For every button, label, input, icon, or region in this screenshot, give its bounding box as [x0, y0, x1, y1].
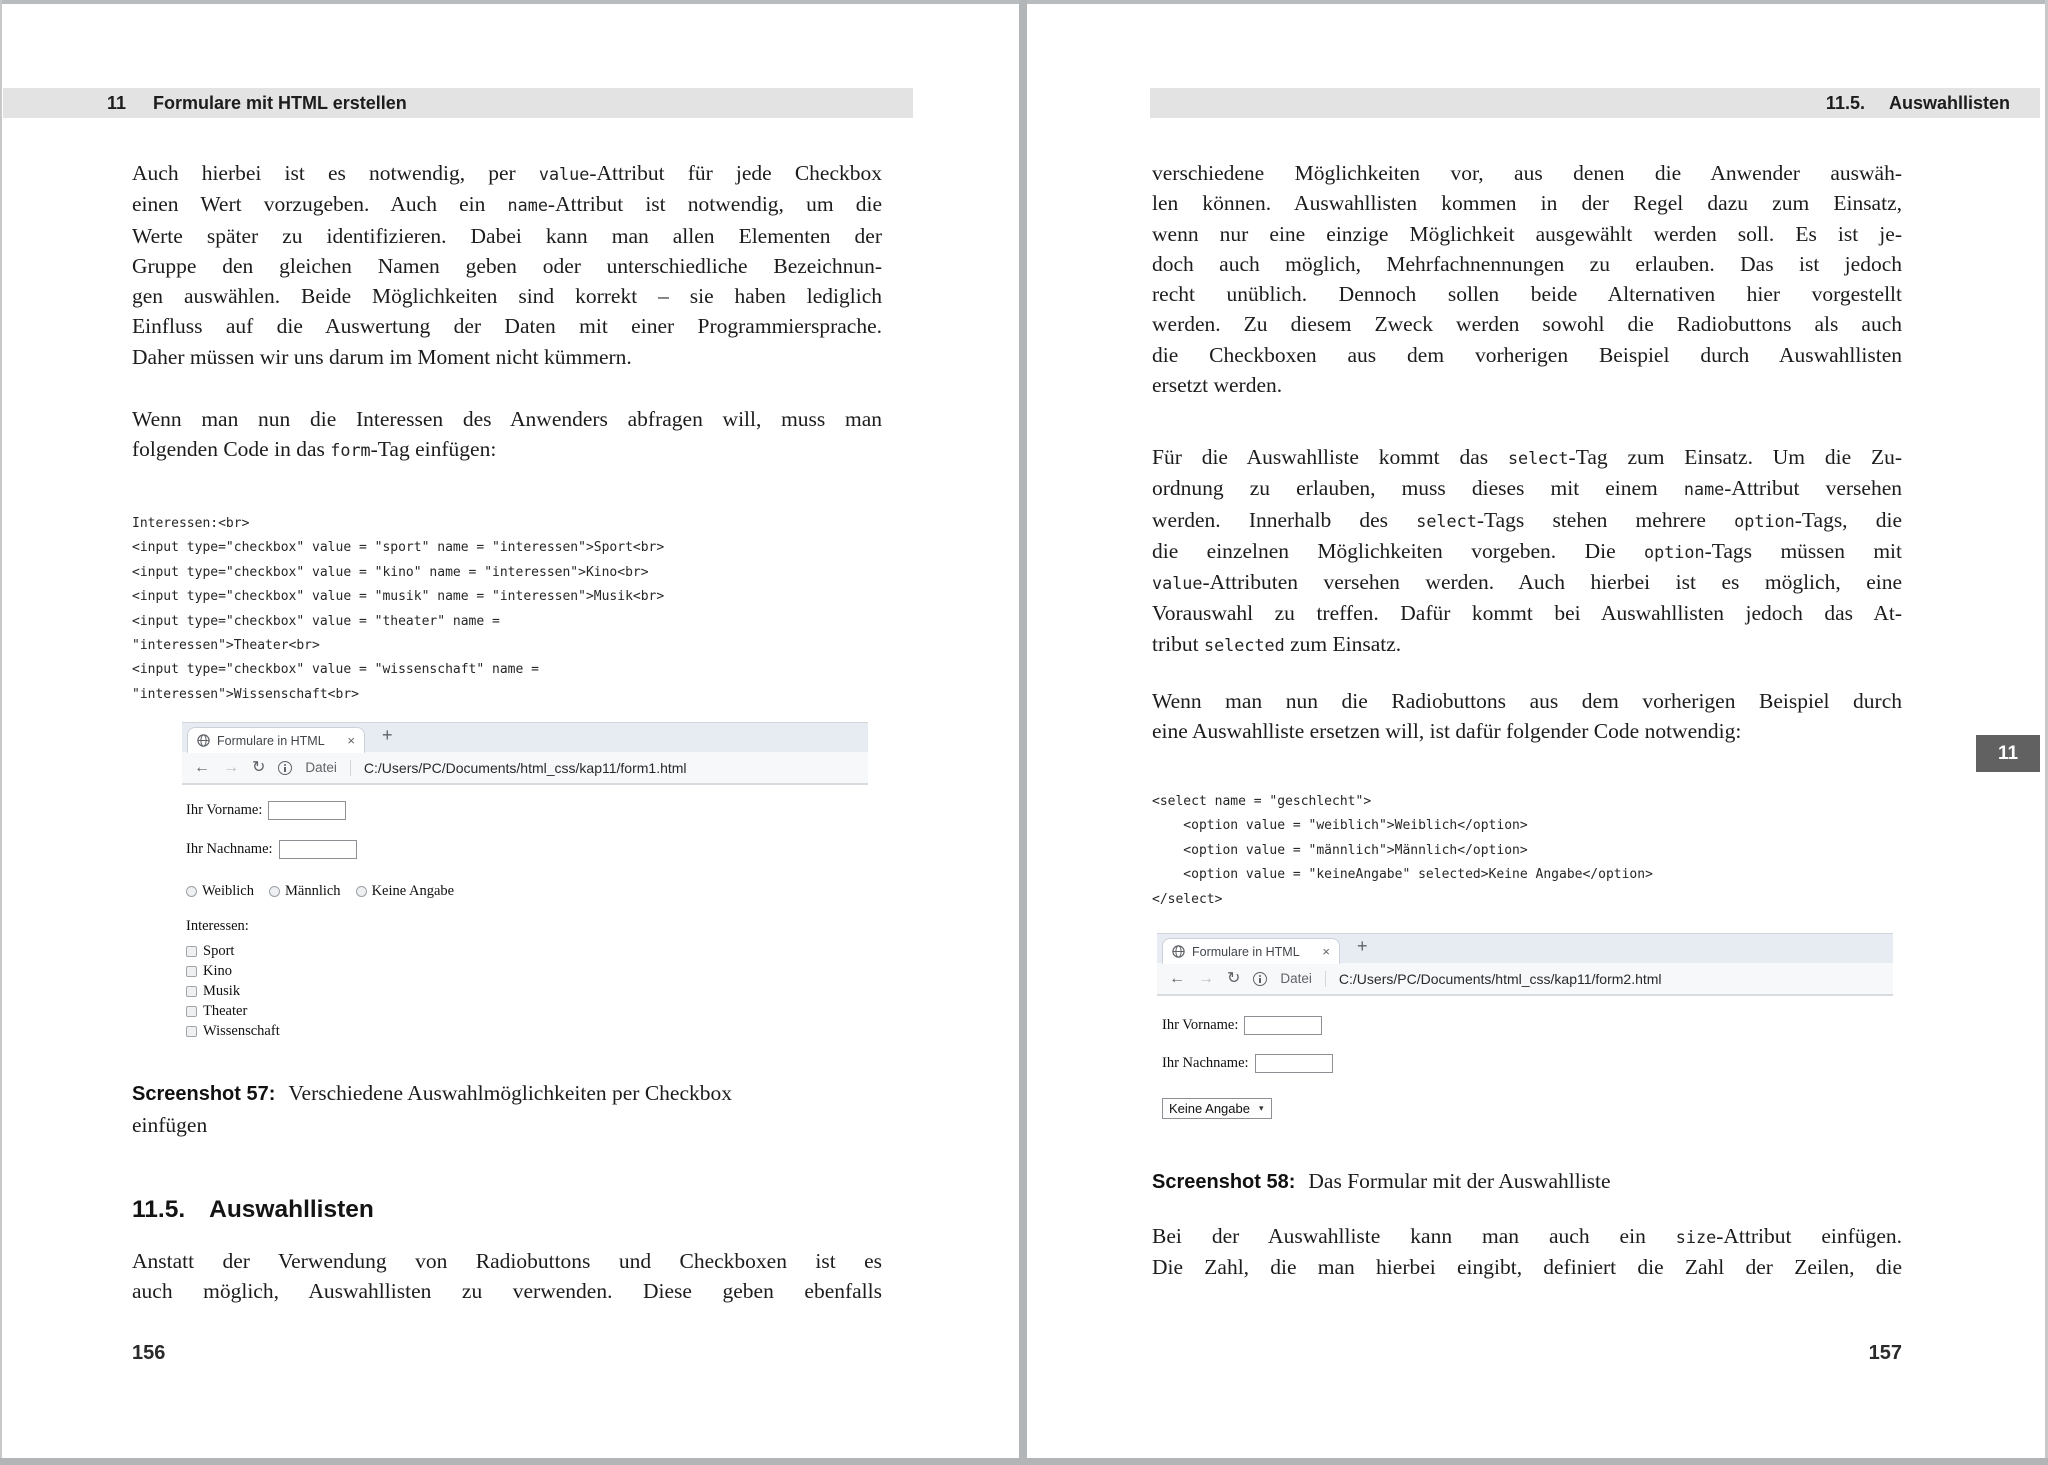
radio-icon [186, 886, 197, 897]
back-icon: ← [1169, 969, 1185, 987]
new-tab-icon: + [382, 725, 393, 745]
vorname-label: Ihr Vorname: [1162, 1017, 1239, 1033]
nachname-label: Ihr Nachname: [186, 841, 273, 857]
geschlecht-select [1162, 1098, 1272, 1119]
section-number: 11.5. [1825, 92, 1865, 113]
forward-icon: → [223, 758, 239, 776]
browser-tab [1162, 938, 1340, 964]
paragraph: Bei der Auswahlliste kann man auch ein size-Attribut einfügen. Die Zahl, die man hierbei eingibt, definiert die Zahl der Zeilen, die [1152, 1224, 1902, 1280]
close-icon: × [347, 733, 355, 748]
section-title: Auswahllisten [1888, 92, 2010, 113]
address-separator [1325, 971, 1326, 987]
section-title: Auswahllisten [209, 1196, 374, 1223]
screenshot-58-browser [1157, 933, 1893, 1135]
section-heading [132, 1196, 374, 1224]
scan-edge-bottom [0, 1458, 2048, 1465]
radio-label: Männlich [284, 883, 341, 899]
radio-icon [356, 886, 367, 897]
checkbox-label: Kino [203, 963, 232, 979]
file-scheme-label: Datei [305, 760, 337, 775]
new-tab-icon: + [1357, 936, 1368, 956]
code-listing-checkboxes: Interessen:<br> <input type="checkbox" value = "sport" name = "interessen">Sport<br> <input type="checkbox" value = "kino" name = "interessen">Kino<br> <input type="checkbox" value = "musik" name = "interessen">Musik<br> <input type="checkbox" value = "theater" name = "interessen">Theater<br> <input type="checkbox" value = "wissenschaft" name = "interessen">Wissenschaft<br> [132, 516, 665, 702]
checkbox-icon [186, 946, 197, 957]
checkbox-label: Theater [203, 1003, 248, 1019]
tab-title: Formulare in HTML [1192, 944, 1300, 959]
info-icon [278, 761, 292, 775]
file-scheme-label: Datei [1280, 971, 1312, 986]
radio-keine-angabe [356, 883, 455, 900]
vorname-row [186, 801, 346, 820]
checkbox-icon [186, 1026, 197, 1037]
paragraph: Auch hierbei ist es notwendig, per value-Attribut für jede Checkbox einen Wert vorzugeben. Auch ein name-Attribut ist notwendig, um die Werte später zu identifizieren. Dabei kann man allen Elementen der Gruppe den gleichen Namen geben oder unterschiedliche Bezeichnun- gen auswählen. Beide Möglichkeiten sind korrekt – sie haben lediglich Einfluss auf die Auswertung der Daten mit einer Programmiersprache. Daher müssen wir uns darum im Moment nicht kümmern. [132, 161, 883, 369]
dropdown-arrow-icon: ▾ [1258, 1103, 1264, 1113]
close-icon: × [1322, 944, 1330, 959]
nachname-label: Ihr Nachname: [1162, 1055, 1249, 1071]
paragraph: Anstatt der Verwendung von Radiobuttons und Checkboxen ist es auch möglich, Auswahllisten zu verwenden. Diese geben ebenfalls [132, 1249, 882, 1304]
radio-weiblich [186, 883, 254, 900]
nachname-input [279, 840, 357, 859]
reload-icon: ↻ [1227, 969, 1241, 987]
address-separator [350, 760, 351, 776]
vorname-input [268, 801, 346, 820]
geschlecht-radio-group [186, 883, 454, 900]
checkbox-label: Musik [203, 983, 241, 999]
chapter-edge-tab: 11 [1976, 735, 2040, 772]
browser-tab-bar [182, 722, 868, 752]
checkbox-label: Sport [203, 943, 235, 959]
page-number-right: 157 [1868, 1342, 1902, 1364]
radio-label: Weiblich [202, 883, 254, 899]
caption-screenshot-58: Screenshot 58: Das Formular mit der Auswahlliste [1152, 1169, 1611, 1193]
paragraph: Wenn man nun die Radiobuttons aus dem vorherigen Beispiel durch eine Auswahlliste ersetzen will, ist dafür folgender Code notwendig: [1152, 689, 1902, 744]
checkbox-theater [186, 1003, 247, 1020]
left-running-header [3, 88, 913, 118]
vorname-row [1162, 1016, 1322, 1035]
right-running-header [1150, 88, 2040, 118]
page-number-left: 156 [132, 1342, 166, 1364]
browser-tab-bar [1157, 933, 1893, 963]
page-gutter-divider [1019, 0, 1027, 1465]
chapter-title: Formulare mit HTML erstellen [153, 92, 407, 113]
nachname-input [1255, 1054, 1333, 1073]
code-listing-select: <select name = "geschlecht"> <option value = "weiblich">Weiblich</option> <option value = "männlich">Männlich</option> <option value = "keineAngabe" selected>Keine Angabe</option> </select> [1152, 794, 1653, 907]
section-number: 11.5. [132, 1196, 186, 1223]
globe-icon [197, 734, 210, 747]
checkbox-icon [186, 1006, 197, 1017]
radio-icon [269, 886, 280, 897]
screenshot-57-browser [182, 722, 868, 1050]
paragraph: Wenn man nun die Interessen des Anwenders abfragen will, muss man folgenden Code in das form-Tag einfügen: [132, 407, 882, 462]
checkbox-icon [186, 966, 197, 977]
scan-edge-left [0, 0, 2, 1465]
checkbox-label: Wissenschaft [203, 1023, 280, 1039]
checkbox-icon [186, 986, 197, 997]
vorname-label: Ihr Vorname: [186, 802, 263, 818]
globe-icon [1172, 945, 1185, 958]
address-url: C:/Users/PC/Documents/html_css/kap11/form2.html [1338, 970, 1662, 987]
reload-icon: ↻ [252, 758, 266, 776]
nachname-row [1162, 1054, 1333, 1073]
radio-label: Keine Angabe [371, 883, 455, 899]
back-icon: ← [194, 758, 210, 776]
rendered-form-page [182, 785, 868, 1048]
paragraph: verschiedene Möglichkeiten vor, aus denen die Anwender auswäh- len können. Auswahllisten kommen in der Regel dazu zum Einsatz, wenn nur eine einzige Möglichkeit ausgewählt werden soll. Es ist je- doch auch möglich, Mehrfachnennungen zu erlauben. Das ist jedoch recht unüblich. Dennoch sollen beide Alternativen hier vorgestellt werden. Zu diesem Zweck werden sowohl die Radiobuttons als auch die Checkboxen aus dem vorherigen Beispiel durch Auswahllisten ersetzt werden. [1152, 161, 1902, 398]
radio-maennlich [269, 883, 341, 900]
checkbox-kino [186, 963, 232, 980]
chapter-number: 11 [107, 92, 127, 113]
rendered-form-page [1157, 996, 1893, 1133]
vorname-input [1244, 1016, 1322, 1035]
browser-toolbar [1157, 963, 1893, 996]
select-value: Keine Angabe [1169, 1101, 1250, 1116]
checkbox-wissenschaft [186, 1023, 280, 1040]
paragraph: Für die Auswahlliste kommt das select-Tag zum Einsatz. Um die Zu- ordnung zu erlauben, muss dieses mit einem name-Attribut versehen werden. Innerhalb des select-Tags stehen mehrere option-Tags, die die einzelnen Möglichkeiten vorgeben. Die option-Tags müssen mit value-Attributen versehen werden. Auch hierbei ist es möglich, eine Vorauswahl zu treffen. Dafür kommt bei Auswahllisten jedoch das At- tribut selected zum Einsatz. [1152, 445, 1903, 656]
info-icon [1253, 972, 1267, 986]
browser-toolbar [182, 752, 868, 785]
tab-title: Formulare in HTML [217, 733, 325, 748]
interessen-label: Interessen: [186, 918, 249, 934]
checkbox-musik [186, 983, 240, 1000]
caption-screenshot-57: Screenshot 57: Verschiedene Auswahlmöglichkeiten per Checkbox einfügen [132, 1081, 732, 1137]
browser-tab [187, 727, 365, 753]
address-url: C:/Users/PC/Documents/html_css/kap11/form1.html [363, 759, 687, 776]
forward-icon: → [1198, 969, 1214, 987]
nachname-row [186, 840, 357, 859]
checkbox-sport [186, 943, 234, 960]
